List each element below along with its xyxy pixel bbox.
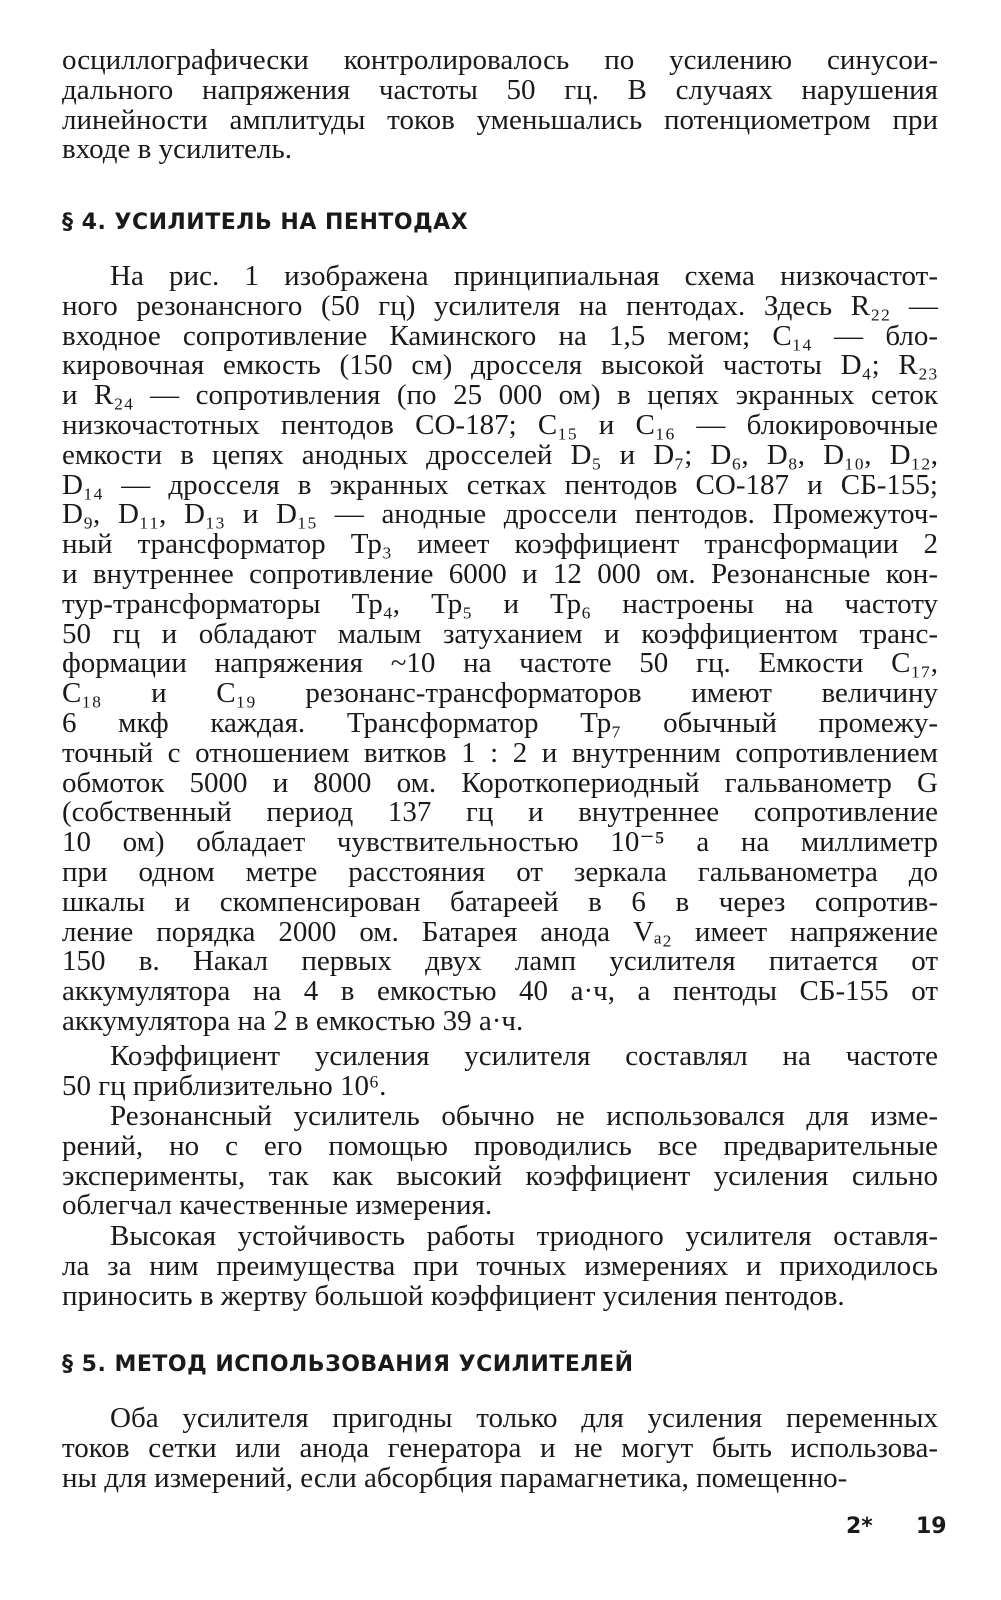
text-line: и внутреннее сопротивление 6000 и 12 000 ом. Резонансные кон- bbox=[62, 557, 938, 590]
text-line: линейности амплитуды токов уменьшались потенциометром при bbox=[62, 103, 938, 136]
paragraph-intro bbox=[62, 46, 938, 165]
text-line: и R₂₄ — сопротивления (по 25 000 ом) в цепях экранных сеток bbox=[62, 379, 938, 412]
text-line: 50 гц приблизительно 10⁶. bbox=[62, 1069, 387, 1102]
section-heading-4: § 4. УСИЛИТЕЛЬ НА ПЕНТОДАХ bbox=[62, 210, 469, 235]
text-line: ление порядка 2000 ом. Батарея анода Vₐ₂ имеет напряжение bbox=[62, 915, 938, 948]
text-line: аккумулятора на 2 в емкостью 39 а·ч. bbox=[62, 1004, 524, 1037]
text-line: 150 в. Накал первых двух ламп усилителя питается от bbox=[62, 945, 938, 978]
text-line: ны для измерений, если абсорбция парамагнетика, помещенно- bbox=[62, 1461, 848, 1494]
text-line: шкалы и скомпенсирован батареей в 6 в через сопротив- bbox=[62, 885, 938, 918]
text-line: емкости в цепях анодных дросселей D₅ и D₇; D₆, D₈, D₁₀, D₁₂, bbox=[62, 438, 938, 471]
text-line: эксперименты, так как высокий коэффициент усиления сильно bbox=[62, 1159, 938, 1192]
paragraph-triode-stability bbox=[62, 1222, 938, 1311]
text-line: 6 мкф каждая. Трансформатор Тр₇ обычный промежу- bbox=[62, 706, 938, 739]
text-line: C₁₈ и C₁₉ резонанс-трансформаторов имеют величину bbox=[62, 677, 938, 710]
text-line: при одном метре расстояния от зеркала гальванометра до bbox=[62, 855, 938, 888]
text-line: ный трансформатор Тр₃ имеет коэффициент трансформации 2 bbox=[62, 528, 938, 561]
text-line: дального напряжения частоты 50 гц. В случаях нарушения bbox=[62, 73, 938, 106]
text-line: токов сетки или анода генератора и не могут быть использова- bbox=[62, 1431, 938, 1464]
text-line: облегчал качественные измерения. bbox=[62, 1189, 493, 1222]
text-line: (собственный период 137 гц и внутреннее сопротивление bbox=[62, 796, 938, 829]
text-line: D₁₄ — дросселя в экранных сетках пентодов СО-187 и СБ-155; bbox=[62, 468, 938, 501]
text-line: входе в усилитель. bbox=[62, 133, 292, 166]
paragraph-method bbox=[62, 1404, 938, 1493]
text-line: 50 гц и обладают малым затуханием и коэффициентом транс- bbox=[62, 617, 938, 650]
section-heading-5: § 5. МЕТОД ИСПОЛЬЗОВАНИЯ УСИЛИТЕЛЕЙ bbox=[62, 1352, 634, 1377]
text-line: D₉, D₁₁, D₁₃ и D₁₅ — анодные дроссели пентодов. Промежуточ- bbox=[62, 498, 938, 531]
text-line: тур-трансформаторы Тр₄, Тр₅ и Тр₆ настроены на частоту bbox=[62, 587, 938, 620]
page-number: 19 bbox=[916, 1514, 947, 1539]
text-line: точный с отношением витков 1 : 2 и внутренним сопротивлением bbox=[62, 736, 938, 769]
text-line: ного резонансного (50 гц) усилителя на пентодах. Здесь R₂₂ — bbox=[62, 289, 938, 322]
text-line: аккумулятора на 4 в емкостью 40 а·ч, а пентоды СБ-155 от bbox=[62, 975, 938, 1008]
text-line: Высокая устойчивость работы триодного усилителя оставля- bbox=[110, 1220, 938, 1252]
text-line: низкочастотных пентодов СО-187; C₁₅ и C₁₆ — блокировочные bbox=[62, 408, 938, 441]
text-line: Резонансный усилитель обычно не использовался для изме- bbox=[110, 1100, 938, 1132]
text-line: кировочная емкость (150 см) дросселя высокой частоты D₄; R₂₃ bbox=[62, 349, 938, 382]
signature-mark: 2* bbox=[846, 1514, 873, 1539]
text-line: Коэффициент усиления усилителя составлял на частоте bbox=[110, 1040, 938, 1072]
paragraph-gain bbox=[62, 1042, 938, 1102]
text-line: приносить в жертву большой коэффициент усиления пентодов. bbox=[62, 1279, 845, 1312]
text-line: ла за ним преимущества при точных измерениях и приходилось bbox=[62, 1249, 938, 1282]
text-line: 10 ом) обладает чувствительностью 10⁻⁵ а на миллиметр bbox=[62, 826, 938, 859]
text-line: осциллографически контролировалось по усилению синусои- bbox=[62, 44, 938, 76]
text-line: На рис. 1 изображена принципиальная схема низкочастот- bbox=[110, 260, 938, 292]
text-line: обмоток 5000 и 8000 ом. Короткопериодный гальванометр G bbox=[62, 766, 938, 799]
paragraph-resonant-amplifier bbox=[62, 1102, 938, 1221]
text-line: входное сопротивление Каминского на 1,5 мегом; C₁₄ — бло- bbox=[62, 319, 938, 352]
text-line: Оба усилителя пригодны только для усиления переменных bbox=[110, 1402, 938, 1434]
text-line: формации напряжения ~10 на частоте 50 гц. Емкости C₁₇, bbox=[62, 647, 938, 680]
text-line: рений, но с его помощью проводились все предварительные bbox=[62, 1129, 938, 1162]
paragraph-pentode-amplifier bbox=[62, 262, 938, 1037]
